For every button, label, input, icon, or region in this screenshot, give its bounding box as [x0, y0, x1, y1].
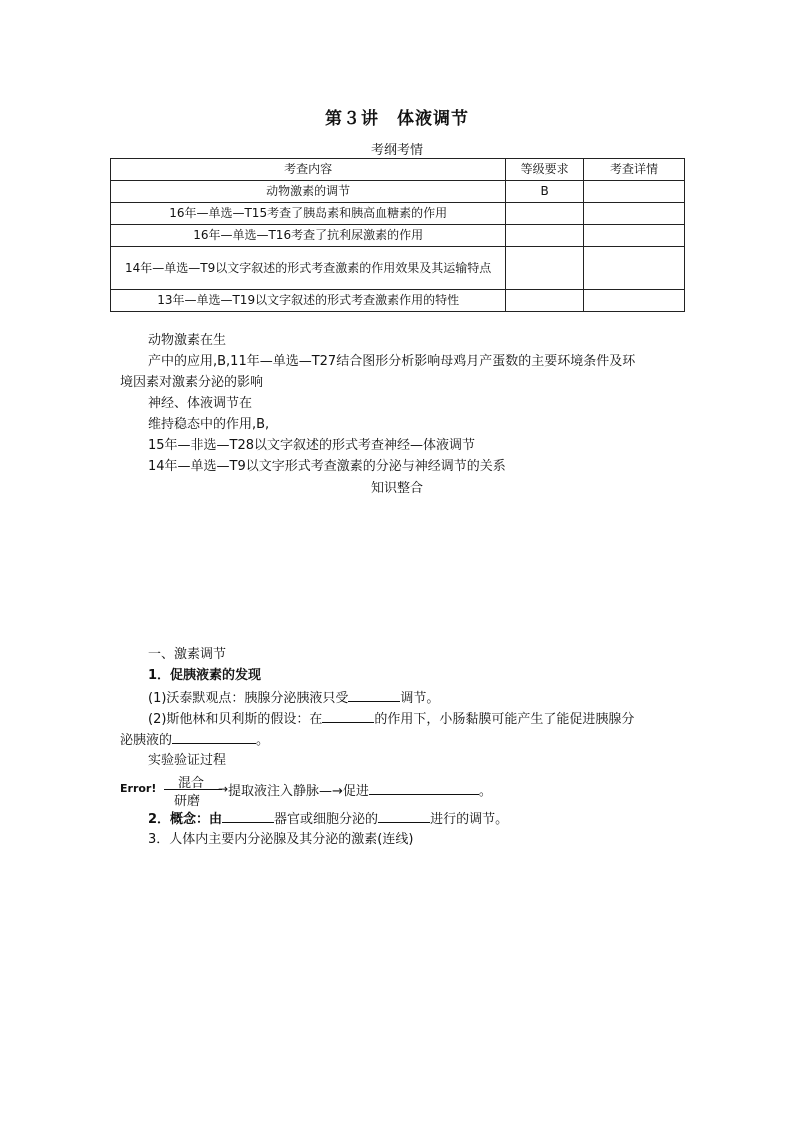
table-row [111, 225, 685, 247]
item-1-2-cont [120, 729, 269, 751]
item-text: 。 [256, 733, 270, 748]
table-cell: 14年—单选—T9以文字叙述的形式考查激素的作用效果及其运输特点 [111, 247, 506, 290]
paragraph: 动物激素在生 [148, 333, 227, 348]
item-text: 调节。 [400, 691, 440, 706]
syllabus-table [110, 158, 685, 312]
item-text: 。 [478, 784, 492, 799]
fill-blank[interactable] [348, 687, 400, 702]
table-header-cell: 考查详情 [584, 159, 685, 181]
arrow-bottom-label: 研磨 [174, 794, 201, 809]
flow-rest [228, 780, 492, 799]
table-cell: 16年—单选—T16考查了抗利尿激素的作用 [111, 225, 506, 247]
section-subtitle: 考纲考情 [370, 143, 423, 158]
table-cell: 16年—单选—T15考查了胰岛素和胰高血糖素的作用 [111, 203, 506, 225]
item-text: (1)沃泰默观点：胰腺分泌胰液只受 [148, 691, 349, 706]
error-label: Error! [120, 782, 157, 795]
paragraph: 14年—单选—T9以文字形式考查激素的分泌与神经调节的关系 [148, 459, 506, 474]
table-cell [584, 290, 685, 312]
fill-blank[interactable] [369, 780, 479, 795]
paragraph: 维持稳态中的作用,B, [148, 417, 270, 432]
item-text: 进行的调节。 [430, 812, 509, 827]
paragraph: 15年—非选—T28以文字叙述的形式考查神经—体液调节 [148, 438, 476, 453]
paragraph: 神经、体液调节在 [148, 396, 253, 411]
item-1-2 [148, 708, 634, 730]
table-row [111, 247, 685, 290]
experiment-label: 实验验证过程 [148, 753, 227, 768]
heading-hormone-regulation: 一、激素调节 [148, 647, 227, 662]
table-cell [506, 225, 584, 247]
fill-blank[interactable] [378, 808, 430, 823]
paragraph: 产中的应用,B,11年—单选—T27结合图形分析影响母鸡月产蛋数的主要环境条件及环 [148, 354, 636, 369]
table-cell [584, 181, 685, 203]
process-arrow [162, 772, 229, 809]
table-cell: B [506, 181, 584, 203]
item-text: 泌胰液的 [120, 733, 173, 748]
item-text: (2)斯他林和贝利斯的假设：在 [148, 712, 323, 727]
item-text: 提取液注入静脉—→促进 [228, 784, 369, 799]
item-text: 2．概念：由 [148, 812, 223, 827]
table-cell [584, 225, 685, 247]
table-header-cell: 等级要求 [506, 159, 584, 181]
table-header-cell: 考查内容 [111, 159, 506, 181]
table-row [111, 290, 685, 312]
table-cell: 动物激素的调节 [111, 181, 506, 203]
paragraph: 境因素对激素分泌的影响 [120, 375, 264, 390]
table-cell [584, 247, 685, 290]
page-title: 第３讲 体液调节 [325, 109, 469, 129]
table-row [111, 181, 685, 203]
item-3: 3．人体内主要内分泌腺及其分泌的激素(连线) [148, 832, 414, 847]
item-2 [148, 808, 508, 830]
table-cell [506, 203, 584, 225]
item-text: 器官或细胞分泌的 [274, 812, 379, 827]
fill-blank[interactable] [172, 729, 256, 744]
item-1: 1．促胰液素的发现 [148, 668, 262, 683]
table-cell: 13年—单选—T19以文字叙述的形式考查激素作用的特性 [111, 290, 506, 312]
table-header-row [111, 159, 685, 181]
table-row [111, 203, 685, 225]
fill-blank[interactable] [322, 708, 374, 723]
section-heading: 知识整合 [370, 481, 423, 496]
arrow-head-icon: → [218, 782, 229, 796]
table-cell [506, 247, 584, 290]
item-1-1 [148, 687, 439, 709]
arrow-top-label: 混合 [178, 776, 205, 791]
item-text: 的作用下，小肠黏膜可能产生了能促进胰腺分 [374, 712, 635, 727]
table-cell [506, 290, 584, 312]
table-cell [584, 203, 685, 225]
fill-blank[interactable] [222, 808, 274, 823]
